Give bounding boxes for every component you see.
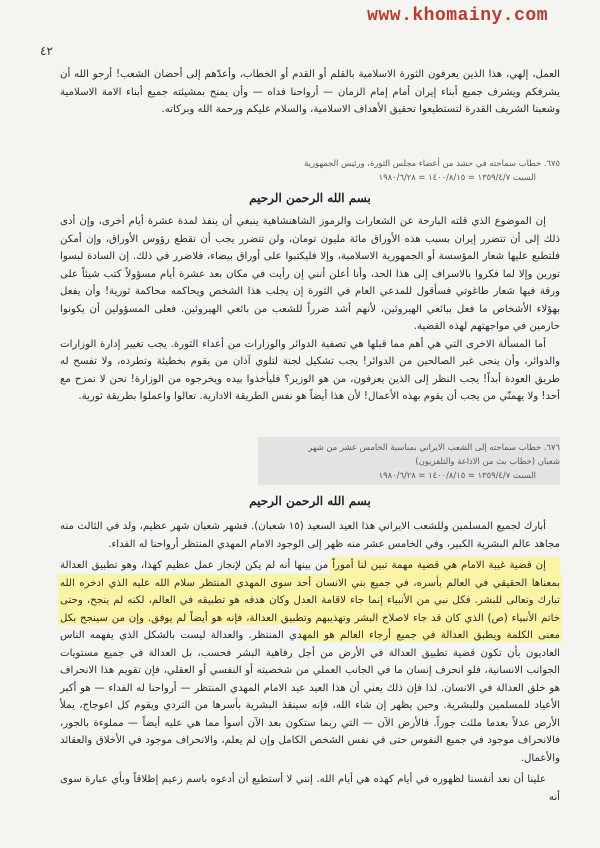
paragraph: أما المسألة الاخرى التي هي أهم مما قبلها هي تصفية الدوائر والوزارات من أعداء الثورة. يجب تغيير إدارة الوزارات والدوائر، وأن ينحى غير الصالحين من الدوائر! يجب تشكيل لجنة لتلوي آذان من يقوم بخطيئة وتطرده، ولا تفسح له طريق العودة أبداً! يجب النظر إلى الذين يعرفون، من هو الوزير؟ فليأخذوا بيده ويخرجوه من الوزارة! نحن لا نمزح مع أحد! ولا يهمنّي من يجب أن يقوم بهذه الأعمال! لأن هذا أيضاً هو نفس الطريقة الادارية. تعالوا واعملوا بطريقة ثورية. [60,338,560,402]
site-url[interactable]: www.khomainy.com [367,6,548,26]
page-number: ٤٢ [40,44,53,58]
speech-675-body [60,213,560,438]
basmala: بسم الله الرحمن الرحيم [249,191,371,205]
speech-676-header [60,440,560,482]
speech-676-body [60,518,560,840]
paragraph: إن الموضوع الذي قلته البارحة عن الشعارات والرموز الشاهنشاهية ينبغي أن ينفذ لمدة عشرة أيام أخرى، وإن أدى ذلك إلى أن تتضرر إيران بسبب هذه الأوراق مائة مليون تومان، ولن تتضرر يجب أن تقطع رؤوس الأوراق، وإن أمكن فلتطبع عليها شعار المؤسسة أو الجمهورية الاسلامية، وإلا فليكتبوا على أوراق بيضاء، فلاضرر في ذلك. إن السادة لبسوا تورين وإلا لما فكروا بالاسراف إلى هذا الحد، وأنا أعلن أنني إن رأيت في مكان بعد عشرة أيام مسؤولاً كتب شيئاً على ورقة فيها شعار طاغوتي فسأقول للمدعي العام في الثورة إن يجلب هذا الشخص ويحاكمه محاكمة ثورية! وأن يفعل بهؤلاء الأشخاص ما فعل ببائعي الهيروئين، لأنهم أشد ضرراً للشعب من بائعي الهيروئين. فعلى المسؤولين أن يكونوا حازمين في مواجهتهم لهذه القضية. [60,216,560,332]
basmala: بسم الله الرحمن الرحيم [249,494,371,508]
paragraph: العمل، إلهي، هذا الذين يعرفون الثورة الاسلامية بالقلم أو القدم أو الخطاب، وأعدّهم إلى أحضان الشعب! أرجو الله أن يشرفكم ويشرف جميع أبناء إيران أمام إمام الزمان — أرواحنا فداه — وأن يمنح بمشيئته جميع أبناء الامة الاسلامية وشعبنا الشريف القدرة لتستطيعوا تحقيق الأهداف الاسلامية، والسلام عليكم ورحمة الله وبركاته. [60,69,560,115]
paragraph: إن قضية غيبة الامام هي قضية مهمة تبين لنا أموراً من بينها أنه لم يكن لإنجاز عمل عظيم كهذا، وهو تطبيق العدالة بمعناها الحقيقي في العالم بأسره، في جميع بني الانسان أحد سوى المهدي المنتظر سلام الله عليه الذي ادخره الله تبارك وتعالى للبشر. فكل نبي من الأنبياء إنما جاء لاقامة العدل وكان هدفه هو تطبيقه في العالم، لكنه لم ينجح، وحتى خاتم الأنبياء (ص) الذي كان قد جاء لاصلاح البشر وتهذيبهم وتطبيق العدالة، فإنه هو أيضاً لم يوفق. وإن من سينجح بكل معنى الكلمة ويطبق العدالة في جميع أرجاء العالم هو المهدي المنتظر. والعدالة ليست بالشكل الذي يفهمه الناس العاديون بأن تكون قضية تطبيق العدالة في الأرض من أجل رفاهية البشر فحسب، بل العدالة في جميع مستويات الجوانب الانسانية، فلو انحرف إنسان ما في الجانب العملي من شخصيته أو النفسي أو العقلي، فإن تقويم هذا الانحراف هو خلق العدالة في الانسان. لذا فإن ذلك يعني أن هذا العيد عيد الامام المهدي المنتظر — أرواحنا له الفداء — هو أكبر الأعياد للمسلمين وللبشرية. وحين يظهر إن شاء الله، فإنه سينقذ البشرية بأسرها من التردي ويقوم كل اعوجاج، يملأ الأرض عدلاً بعدما ملئت جوراً. فالأرض الآن — التي ربما ستكون بعد الآن أسوأ مما هي عليه أيضاً — مملوءة بالجور، فالانحراف موجود في جميع النفوس حتى في نفس الشخص الكامل وإن لم يعلم، والانحراف موجود في الأخلاق والعقائد والأعمال. [60,560,560,764]
speech-675-header [60,156,560,184]
speech-title: ٦٧٥. خطاب سماحته في حشد من أعضاء مجلس الثورة، ورئيس الجمهورية [304,158,560,168]
opening-paragraph [60,66,560,138]
paragraph: علينا أن نعد أنفسنا لظهوره في أيام كهذه هي أيام الله. إنني لا أستطيع أن أدعوه باسم زعيم إطلاقاً وبأي عبارة سوى أنه [60,774,560,803]
speech-date: السبت ١٣٥٩/٤/٧ = ١٤٠٠/٨/١٥ = ١٩٨٠/٦/٢٨ [378,172,536,182]
speech-title: ٦٧٦. خطاب سماحته إلى الشعب الايراني بمناسبة الخامس عشر من شهر [308,442,560,452]
speech-title-line-2: شعبان (خطاب بث من الاذاعة والتلفزيون) [415,456,560,466]
paragraph: أبارك لجميع المسلمين وللشعب الايراني هذا العيد السعيد (١٥ شعبان). فشهر شعبان شهر عظيم، ولد في الثالث منه مجاهد عالم البشرية الكبير، وفي الخامس عشر منه ظهر إلى الوجود الامام المهدي المنتظر أرواحنا له الفداء. [60,521,560,550]
speech-date: السبت ١٣٥٩/٤/٧ = ١٤٠٠/٨/١٥ = ١٩٨٠/٦/٢٨ [378,470,536,480]
